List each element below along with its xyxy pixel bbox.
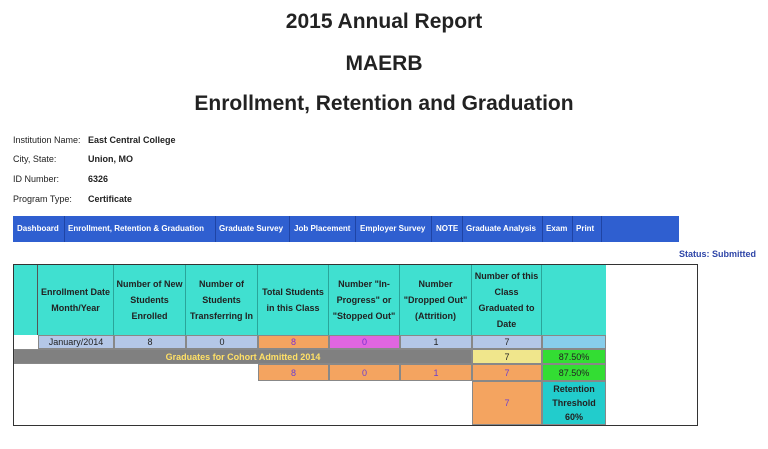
id-number-label: ID Number:	[13, 174, 60, 184]
header-in-progress: Number "In-Progress" or "Stopped Out"	[329, 265, 400, 335]
nav-enrollment[interactable]: Enrollment, Retention & Graduation	[68, 224, 205, 233]
row-transferring[interactable]: 0	[186, 335, 258, 349]
nav-graduate-analysis[interactable]: Graduate Analysis	[466, 224, 536, 233]
nav-bar	[13, 216, 679, 242]
institution-name-label: Institution Name:	[13, 135, 81, 145]
nav-graduate-survey[interactable]: Graduate Survey	[219, 224, 284, 233]
institution-name: East Central College	[88, 135, 176, 145]
totals-total-students: 8	[258, 364, 329, 381]
report-heading: Enrollment, Retention and Graduation	[194, 92, 574, 115]
graduates-count: 7	[472, 349, 542, 364]
nav-print[interactable]: Print	[576, 224, 595, 233]
retention-threshold: Retention Threshold 60%	[542, 381, 606, 425]
city-state-label: City, State:	[13, 154, 57, 164]
header-total-students: Total Students in this Class	[258, 265, 329, 335]
header-dropped-out: Number "Dropped Out" (Attrition)	[400, 265, 472, 335]
status-badge: Status: Submitted	[678, 249, 756, 259]
header-percent	[542, 265, 606, 335]
retention-value: 7	[472, 381, 542, 425]
nav-exam[interactable]: Exam	[546, 224, 568, 233]
header-new-students: Number of New Students Enrolled	[114, 265, 186, 335]
nav-job-placement[interactable]: Job Placement	[294, 224, 351, 233]
row-dropped-out[interactable]: 1	[400, 335, 472, 349]
report-subtitle: MAERB	[345, 52, 423, 75]
header-blank	[14, 265, 38, 335]
row-new-students[interactable]: 8	[114, 335, 186, 349]
row-in-progress[interactable]: 0	[329, 335, 400, 349]
report-title: 2015 Annual Report	[285, 10, 483, 33]
city-state: Union, MO	[88, 154, 133, 164]
row-total-students: 8	[258, 335, 329, 349]
row-graduated[interactable]: 7	[472, 335, 542, 349]
nav-dashboard[interactable]: Dashboard	[17, 224, 59, 233]
header-graduated: Number of this Class Graduated to Date	[472, 265, 542, 335]
totals-dropped-out: 1	[400, 364, 472, 381]
totals-in-progress: 0	[329, 364, 400, 381]
row-enrollment-date: January/2014	[38, 335, 114, 349]
program-type-label: Program Type:	[13, 194, 72, 204]
nav-employer-survey[interactable]: Employer Survey	[360, 224, 426, 233]
header-enrollment-date: Enrollment Date Month/Year	[38, 265, 114, 335]
nav-note[interactable]: NOTE	[436, 224, 459, 233]
totals-percent: 87.50%	[542, 364, 606, 381]
program-type: Certificate	[88, 194, 133, 204]
graduates-percent: 87.50%	[542, 349, 606, 364]
row-percent	[542, 335, 606, 349]
totals-graduated: 7	[472, 364, 542, 381]
id-number: 6326	[88, 174, 109, 184]
graduates-cohort-label: Graduates for Cohort Admitted 2014	[14, 349, 472, 364]
header-transferring: Number of Students Transferring In	[186, 265, 258, 335]
